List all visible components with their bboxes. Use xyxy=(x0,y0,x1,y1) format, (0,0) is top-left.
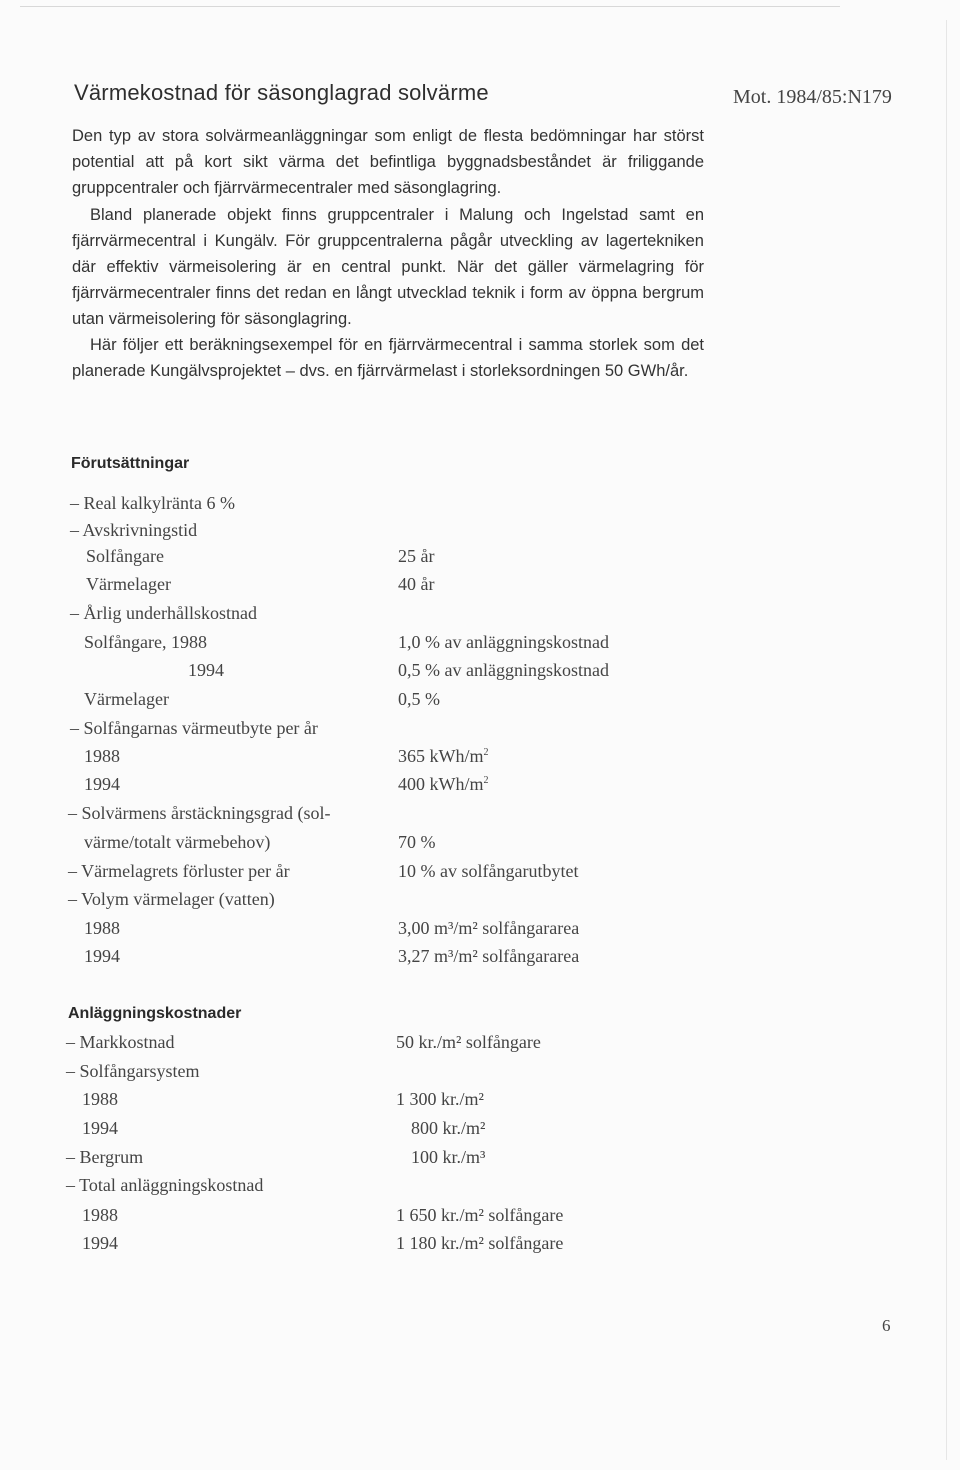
cost-label: – Total anläggningskostnad xyxy=(66,1175,264,1195)
intro-paragraph-3: Här följer ett beräkningsexempel för en fjärrvärmecentral i samma storlek som det planerade Kungälvsprojektet – dvs. en fjärrvärmelast i storleksordningen 50 GWh/år. xyxy=(72,336,704,380)
assumption-value: 70 % xyxy=(398,832,436,852)
document-title: Värmekostnad för säsonglagrad solvärme xyxy=(74,80,489,105)
cost-label: – Bergrum xyxy=(66,1147,144,1167)
assumption-value xyxy=(398,774,489,795)
assumption-label: – Real kalkylränta 6 % xyxy=(70,493,235,513)
intro-paragraph-1: Den typ av stora solvärmeanläggningar som enligt de flesta bedömningar har störst potential att på kort sikt värma det befintliga byggnadsbeståndet är friliggande gruppcentraler och fjärrvärmecentraler med säsonglagring. xyxy=(72,127,704,197)
assumption-value: 0,5 % av anläggningskostnad xyxy=(398,660,609,680)
cost-value: 1 300 kr./m² xyxy=(396,1089,484,1109)
assumption-value: 0,5 % xyxy=(398,689,440,709)
superscript: 2 xyxy=(483,775,489,786)
assumption-label: värme/totalt värmebehov) xyxy=(84,832,271,852)
superscript: 2 xyxy=(483,747,489,758)
assumption-label: 1988 xyxy=(84,918,120,938)
cost-label: 1994 xyxy=(82,1118,118,1138)
cost-label: – Markkostnad xyxy=(66,1032,175,1052)
assumption-value: 25 år xyxy=(398,546,435,566)
page-number: 6 xyxy=(882,1316,891,1335)
assumption-label: Värmelager xyxy=(84,689,169,709)
assumption-label: – Solvärmens årstäckningsgrad (sol- xyxy=(68,803,331,823)
cost-label: 1994 xyxy=(82,1233,118,1253)
assumptions-heading: Förutsättningar xyxy=(71,455,190,472)
assumption-label: Värmelager xyxy=(86,574,171,594)
value-text: 365 kWh/m xyxy=(398,746,484,766)
assumption-value: 40 år xyxy=(398,574,435,594)
assumption-label: – Volym värmelager (vatten) xyxy=(68,889,275,909)
assumption-label: Solfångare xyxy=(86,546,164,566)
scan-edge-top xyxy=(20,6,840,7)
cost-value: 50 kr./m² solfångare xyxy=(396,1032,541,1052)
cost-value: 100 kr./m³ xyxy=(411,1147,486,1167)
assumption-value: 3,00 m³/m² solfångararea xyxy=(398,918,580,938)
cost-label: 1988 xyxy=(82,1205,118,1225)
assumption-label: – Årlig underhållskostnad xyxy=(70,603,257,623)
value-text: 400 kWh/m xyxy=(398,774,484,794)
cost-label: – Solfångarsystem xyxy=(66,1061,200,1081)
assumption-label: – Avskrivningstid xyxy=(70,520,198,540)
assumption-label: 1994 xyxy=(84,774,120,794)
intro-paragraph-2: Bland planerade objekt finns gruppcentraler i Malung och Ingelstad samt en fjärrvärmecentral i Kungälv. För gruppcentralerna pågår utveckling av lagertekniken där effektiv värmeisolering är en central punkt. När det gäller värmelagring för fjärrvärmecentraler finns det redan en långt utvecklad teknik i form av öppna bergrum utan värmeisolering för säsonglagring. xyxy=(72,206,704,328)
cost-value: 800 kr./m² xyxy=(411,1118,486,1138)
cost-value: 1 650 kr./m² solfångare xyxy=(396,1205,564,1225)
assumption-label: Solfångare, 1988 xyxy=(84,632,207,652)
assumption-value: 1,0 % av anläggningskostnad xyxy=(398,632,609,652)
assumption-label: 1988 xyxy=(84,746,120,766)
cost-label: 1988 xyxy=(82,1089,118,1109)
assumption-label: – Solfångarnas värmeutbyte per år xyxy=(70,718,318,738)
assumption-value: 10 % av solfångarutbytet xyxy=(398,861,579,881)
costs-heading: Anläggningskostnader xyxy=(68,1005,242,1022)
assumption-label: 1994 xyxy=(188,660,224,680)
cost-value: 1 180 kr./m² solfångare xyxy=(396,1233,564,1253)
assumption-label: 1994 xyxy=(84,946,120,966)
scan-edge-right xyxy=(946,20,947,1460)
assumption-value: 3,27 m³/m² solfångararea xyxy=(398,946,580,966)
assumption-label: – Värmelagrets förluster per år xyxy=(68,861,290,881)
assumption-value xyxy=(398,746,489,767)
motion-reference: Mot. 1984/85:N179 xyxy=(733,86,892,108)
